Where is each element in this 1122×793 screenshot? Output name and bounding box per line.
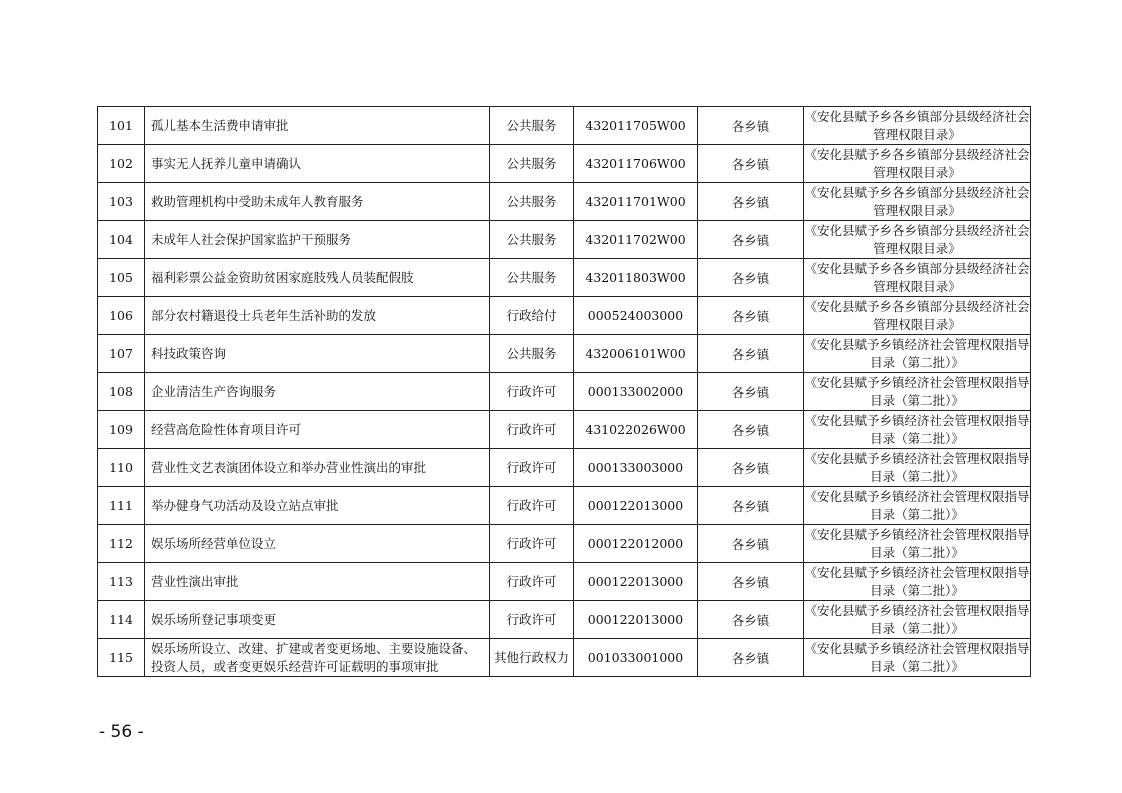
item-name-cell: 救助管理机构中受助未成年人教育服务: [145, 183, 490, 221]
item-code-cell: 000122012000: [574, 525, 698, 563]
item-name-cell: 孤儿基本生活费申请审批: [145, 107, 490, 145]
basis-cell: 《安化县赋予乡镇经济社会管理权限指导目录（第二批）》: [804, 639, 1031, 677]
scope-cell: 各乡镇: [698, 411, 804, 449]
table-row: [98, 259, 1031, 297]
scope-cell: 各乡镇: [698, 563, 804, 601]
item-code-cell: 432011705W00: [574, 107, 698, 145]
table-row: [98, 639, 1031, 677]
basis-cell: 《安化县赋予乡镇经济社会管理权限指导目录（第二批）》: [804, 449, 1031, 487]
item-code-cell: 000133003000: [574, 449, 698, 487]
scope-cell: 各乡镇: [698, 525, 804, 563]
row-number-cell: 113: [98, 563, 145, 601]
item-name-cell: 娱乐场所经营单位设立: [145, 525, 490, 563]
scope-cell: 各乡镇: [698, 183, 804, 221]
table-row: [98, 525, 1031, 563]
item-name-cell: 福利彩票公益金资助贫困家庭肢残人员装配假肢: [145, 259, 490, 297]
row-number-cell: 108: [98, 373, 145, 411]
row-number-cell: 105: [98, 259, 145, 297]
item-type-cell: 公共服务: [490, 107, 574, 145]
item-code-cell: 000122013000: [574, 487, 698, 525]
row-number-cell: 101: [98, 107, 145, 145]
scope-cell: 各乡镇: [698, 639, 804, 677]
table-row: [98, 183, 1031, 221]
basis-cell: 《安化县赋予乡各乡镇部分县级经济社会管理权限目录》: [804, 145, 1031, 183]
scope-cell: 各乡镇: [698, 107, 804, 145]
basis-cell: 《安化县赋予乡镇经济社会管理权限指导目录（第二批）》: [804, 563, 1031, 601]
item-type-cell: 公共服务: [490, 259, 574, 297]
row-number-cell: 104: [98, 221, 145, 259]
item-type-cell: 公共服务: [490, 183, 574, 221]
row-number-cell: 115: [98, 639, 145, 677]
item-type-cell: 行政许可: [490, 601, 574, 639]
item-code-cell: 000133002000: [574, 373, 698, 411]
item-type-cell: 行政许可: [490, 563, 574, 601]
scope-cell: 各乡镇: [698, 297, 804, 335]
item-name-cell: 未成年人社会保护国家监护干预服务: [145, 221, 490, 259]
basis-cell: 《安化县赋予乡镇经济社会管理权限指导目录（第二批）》: [804, 335, 1031, 373]
item-type-cell: 行政许可: [490, 487, 574, 525]
table-body: [98, 107, 1031, 677]
item-type-cell: 公共服务: [490, 221, 574, 259]
scope-cell: 各乡镇: [698, 221, 804, 259]
item-name-cell: 举办健身气功活动及设立站点审批: [145, 487, 490, 525]
scope-cell: 各乡镇: [698, 373, 804, 411]
item-name-cell: 营业性演出审批: [145, 563, 490, 601]
item-type-cell: 其他行政权力: [490, 639, 574, 677]
row-number-cell: 103: [98, 183, 145, 221]
row-number-cell: 110: [98, 449, 145, 487]
table-row: [98, 221, 1031, 259]
basis-cell: 《安化县赋予乡镇经济社会管理权限指导目录（第二批）》: [804, 411, 1031, 449]
item-type-cell: 公共服务: [490, 335, 574, 373]
item-type-cell: 行政许可: [490, 411, 574, 449]
scope-cell: 各乡镇: [698, 449, 804, 487]
row-number-cell: 111: [98, 487, 145, 525]
item-code-cell: 432011803W00: [574, 259, 698, 297]
scope-cell: 各乡镇: [698, 601, 804, 639]
basis-cell: 《安化县赋予乡镇经济社会管理权限指导目录（第二批）》: [804, 525, 1031, 563]
row-number-cell: 114: [98, 601, 145, 639]
item-code-cell: 000524003000: [574, 297, 698, 335]
row-number-cell: 112: [98, 525, 145, 563]
basis-cell: 《安化县赋予乡各乡镇部分县级经济社会管理权限目录》: [804, 259, 1031, 297]
row-number-cell: 106: [98, 297, 145, 335]
basis-cell: 《安化县赋予乡各乡镇部分县级经济社会管理权限目录》: [804, 297, 1031, 335]
authority-table: [97, 106, 1031, 677]
basis-cell: 《安化县赋予乡各乡镇部分县级经济社会管理权限目录》: [804, 221, 1031, 259]
item-code-cell: 001033001000: [574, 639, 698, 677]
table-row: [98, 411, 1031, 449]
scope-cell: 各乡镇: [698, 259, 804, 297]
item-name-cell: 事实无人抚养儿童申请确认: [145, 145, 490, 183]
row-number-cell: 109: [98, 411, 145, 449]
item-name-cell: 部分农村籍退役士兵老年生活补助的发放: [145, 297, 490, 335]
table-row: [98, 487, 1031, 525]
item-type-cell: 行政许可: [490, 449, 574, 487]
item-name-cell: 营业性文艺表演团体设立和举办营业性演出的审批: [145, 449, 490, 487]
table-row: [98, 449, 1031, 487]
basis-cell: 《安化县赋予乡各乡镇部分县级经济社会管理权限目录》: [804, 183, 1031, 221]
table-row: [98, 563, 1031, 601]
basis-cell: 《安化县赋予乡镇经济社会管理权限指导目录（第二批）》: [804, 373, 1031, 411]
row-number-cell: 107: [98, 335, 145, 373]
item-type-cell: 行政给付: [490, 297, 574, 335]
table-row: [98, 335, 1031, 373]
item-code-cell: 431022026W00: [574, 411, 698, 449]
row-number-cell: 102: [98, 145, 145, 183]
item-code-cell: 432011706W00: [574, 145, 698, 183]
scope-cell: 各乡镇: [698, 145, 804, 183]
item-code-cell: 000122013000: [574, 601, 698, 639]
item-type-cell: 公共服务: [490, 145, 574, 183]
table-row: [98, 107, 1031, 145]
item-name-cell: 娱乐场所登记事项变更: [145, 601, 490, 639]
item-name-cell: 娱乐场所设立、改建、扩建或者变更场地、主要设施设备、投资人员，或者变更娱乐经营许可证载明的事项审批: [145, 639, 490, 677]
item-code-cell: 000122013000: [574, 563, 698, 601]
scope-cell: 各乡镇: [698, 487, 804, 525]
item-code-cell: 432011701W00: [574, 183, 698, 221]
page-number: - 56 -: [99, 722, 144, 742]
table-row: [98, 373, 1031, 411]
item-code-cell: 432006101W00: [574, 335, 698, 373]
item-code-cell: 432011702W00: [574, 221, 698, 259]
scope-cell: 各乡镇: [698, 335, 804, 373]
item-name-cell: 企业清洁生产咨询服务: [145, 373, 490, 411]
item-type-cell: 行政许可: [490, 525, 574, 563]
item-type-cell: 行政许可: [490, 373, 574, 411]
basis-cell: 《安化县赋予乡镇经济社会管理权限指导目录（第二批）》: [804, 487, 1031, 525]
basis-cell: 《安化县赋予乡各乡镇部分县级经济社会管理权限目录》: [804, 107, 1031, 145]
table-row: [98, 297, 1031, 335]
table-row: [98, 145, 1031, 183]
basis-cell: 《安化县赋予乡镇经济社会管理权限指导目录（第二批）》: [804, 601, 1031, 639]
table-row: [98, 601, 1031, 639]
item-name-cell: 科技政策咨询: [145, 335, 490, 373]
item-name-cell: 经营高危险性体育项目许可: [145, 411, 490, 449]
